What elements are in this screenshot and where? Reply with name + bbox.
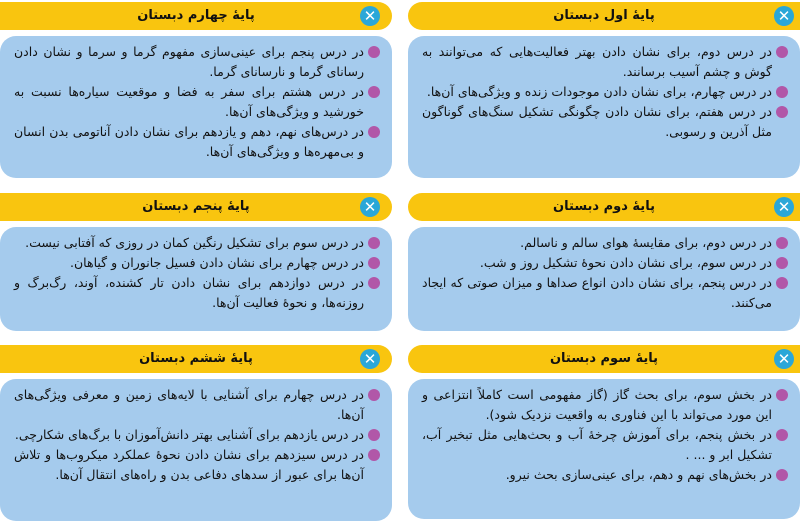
card-title: پایهٔ پنجم دبستان xyxy=(142,199,250,214)
card-header xyxy=(408,2,800,30)
card-title: پایهٔ سوم دبستان xyxy=(549,351,659,366)
bullet-icon xyxy=(368,257,380,269)
list-item: در بخش سوم، برای بحث گاز (گاز مفهومی است کاملاً انتزاعی و این مورد می‌تواند با این فناوری به واقعیت نزدیک شود). xyxy=(422,385,788,425)
list-item: در درس چهارم برای آشنایی با لایه‌های زمین و معرفی ویژگی‌های آن‌ها. xyxy=(14,385,380,425)
close-x-icon[interactable]: ✕ xyxy=(774,349,794,369)
bullet-icon xyxy=(776,277,788,289)
list-item: در بخش پنجم، برای آموزش چرخهٔ آب و بحث‌هایی مثل تبخیر آب، تشکیل ابر و ... . xyxy=(422,425,788,465)
list-item: در درس دوم، برای مقایسهٔ هوای سالم و ناسالم. xyxy=(422,233,788,253)
bullet-icon xyxy=(776,106,788,118)
bullet-icon xyxy=(776,86,788,98)
card-grade-5 xyxy=(0,193,392,333)
list-item: در درس هشتم برای سفر به فضا و موقعیت سیاره‌ها نسبت به خورشید و ویژگی‌های آن‌ها. xyxy=(14,82,380,122)
bullet-icon xyxy=(368,449,380,461)
close-x-icon[interactable]: ✕ xyxy=(360,197,380,217)
card-body xyxy=(408,379,800,519)
card-body xyxy=(0,36,392,178)
list-item: در درس سوم برای تشکیل رنگین کمان در روزی که آفتابی نیست. xyxy=(14,233,380,253)
bullet-icon xyxy=(776,469,788,481)
close-x-icon[interactable]: ✕ xyxy=(774,6,794,26)
list-item: در درس پنجم، برای نشان دادن انواع صداها و میزان صوتی که ایجاد می‌کنند. xyxy=(422,273,788,313)
close-x-icon[interactable]: ✕ xyxy=(774,197,794,217)
card-grade-3 xyxy=(408,345,800,516)
list-item: در درس چهارم، برای نشان دادن موجودات زنده و ویژگی‌های آن‌ها. xyxy=(422,82,788,102)
card-title: پایهٔ دوم دبستان xyxy=(553,199,655,214)
card-grade-2 xyxy=(408,193,800,333)
card-grade-6 xyxy=(0,345,392,516)
list-item: در درس پنجم برای عینی‌سازی مفهوم گرما و سرما و نشان دادن رسانای گرما و نارسانای گرما. xyxy=(14,42,380,82)
card-body xyxy=(408,36,800,178)
card-header xyxy=(0,345,392,373)
bullet-icon xyxy=(776,237,788,249)
bullet-icon xyxy=(368,277,380,289)
close-x-icon[interactable]: ✕ xyxy=(360,349,380,369)
list-item: در درس یازدهم برای آشنایی بهتر دانش‌آموزان با برگ‌های شکارچی. xyxy=(14,425,380,445)
card-header xyxy=(408,345,800,373)
bullet-icon xyxy=(776,429,788,441)
card-body xyxy=(0,379,392,521)
list-item: در درس چهارم برای نشان دادن فسیل جانوران و گیاهان. xyxy=(14,253,380,273)
card-grade-4 xyxy=(0,2,392,172)
list-item: در بخش‌های نهم و دهم، برای عینی‌سازی بحث نیرو. xyxy=(422,465,788,485)
bullet-icon xyxy=(776,257,788,269)
bullet-icon xyxy=(368,46,380,58)
list-item: در درس سیزدهم برای نشان دادن نحوهٔ عملکرد میکروب‌ها و تلاش آن‌ها برای عبور از سدهای دفاعی بدن و راه‌های انتقال آن‌ها. xyxy=(14,445,380,485)
bullet-icon xyxy=(776,389,788,401)
bullet-icon xyxy=(368,126,380,138)
bullet-icon xyxy=(368,429,380,441)
card-title: پایهٔ ششم دبستان xyxy=(139,351,253,366)
card-body xyxy=(0,227,392,331)
close-x-icon[interactable]: ✕ xyxy=(360,6,380,26)
card-header xyxy=(0,2,392,30)
card-header xyxy=(408,193,800,221)
list-item: در درس هفتم، برای نشان دادن چگونگی تشکیل سنگ‌های گوناگون مثل آذرین و رسوبی. xyxy=(422,102,788,142)
bullet-icon xyxy=(776,46,788,58)
list-item: در درس‌های نهم، دهم و یازدهم برای نشان دادن آناتومی بدن انسان و بی‌مهره‌ها و ویژگی‌های آن‌ها. xyxy=(14,122,380,162)
card-title: پایهٔ چهارم دبستان xyxy=(137,8,255,23)
bullet-icon xyxy=(368,86,380,98)
card-header xyxy=(0,193,392,221)
card-body xyxy=(408,227,800,331)
list-item: در درس سوم، برای نشان دادن نحوهٔ تشکیل روز و شب. xyxy=(422,253,788,273)
card-grade-1 xyxy=(408,2,800,172)
card-title: پایهٔ اول دبستان xyxy=(553,8,655,23)
bullet-icon xyxy=(368,237,380,249)
list-item: در درس دوم، برای نشان دادن بهتر فعالیت‌هایی که می‌توانند به گوش و چشم آسیب برسانند. xyxy=(422,42,788,82)
bullet-icon xyxy=(368,389,380,401)
list-item: در درس دوازدهم برای نشان دادن تار کشنده، آوند، رگ‌برگ و روزنه‌ها، و نحوهٔ فعالیت آن‌ها. xyxy=(14,273,380,313)
